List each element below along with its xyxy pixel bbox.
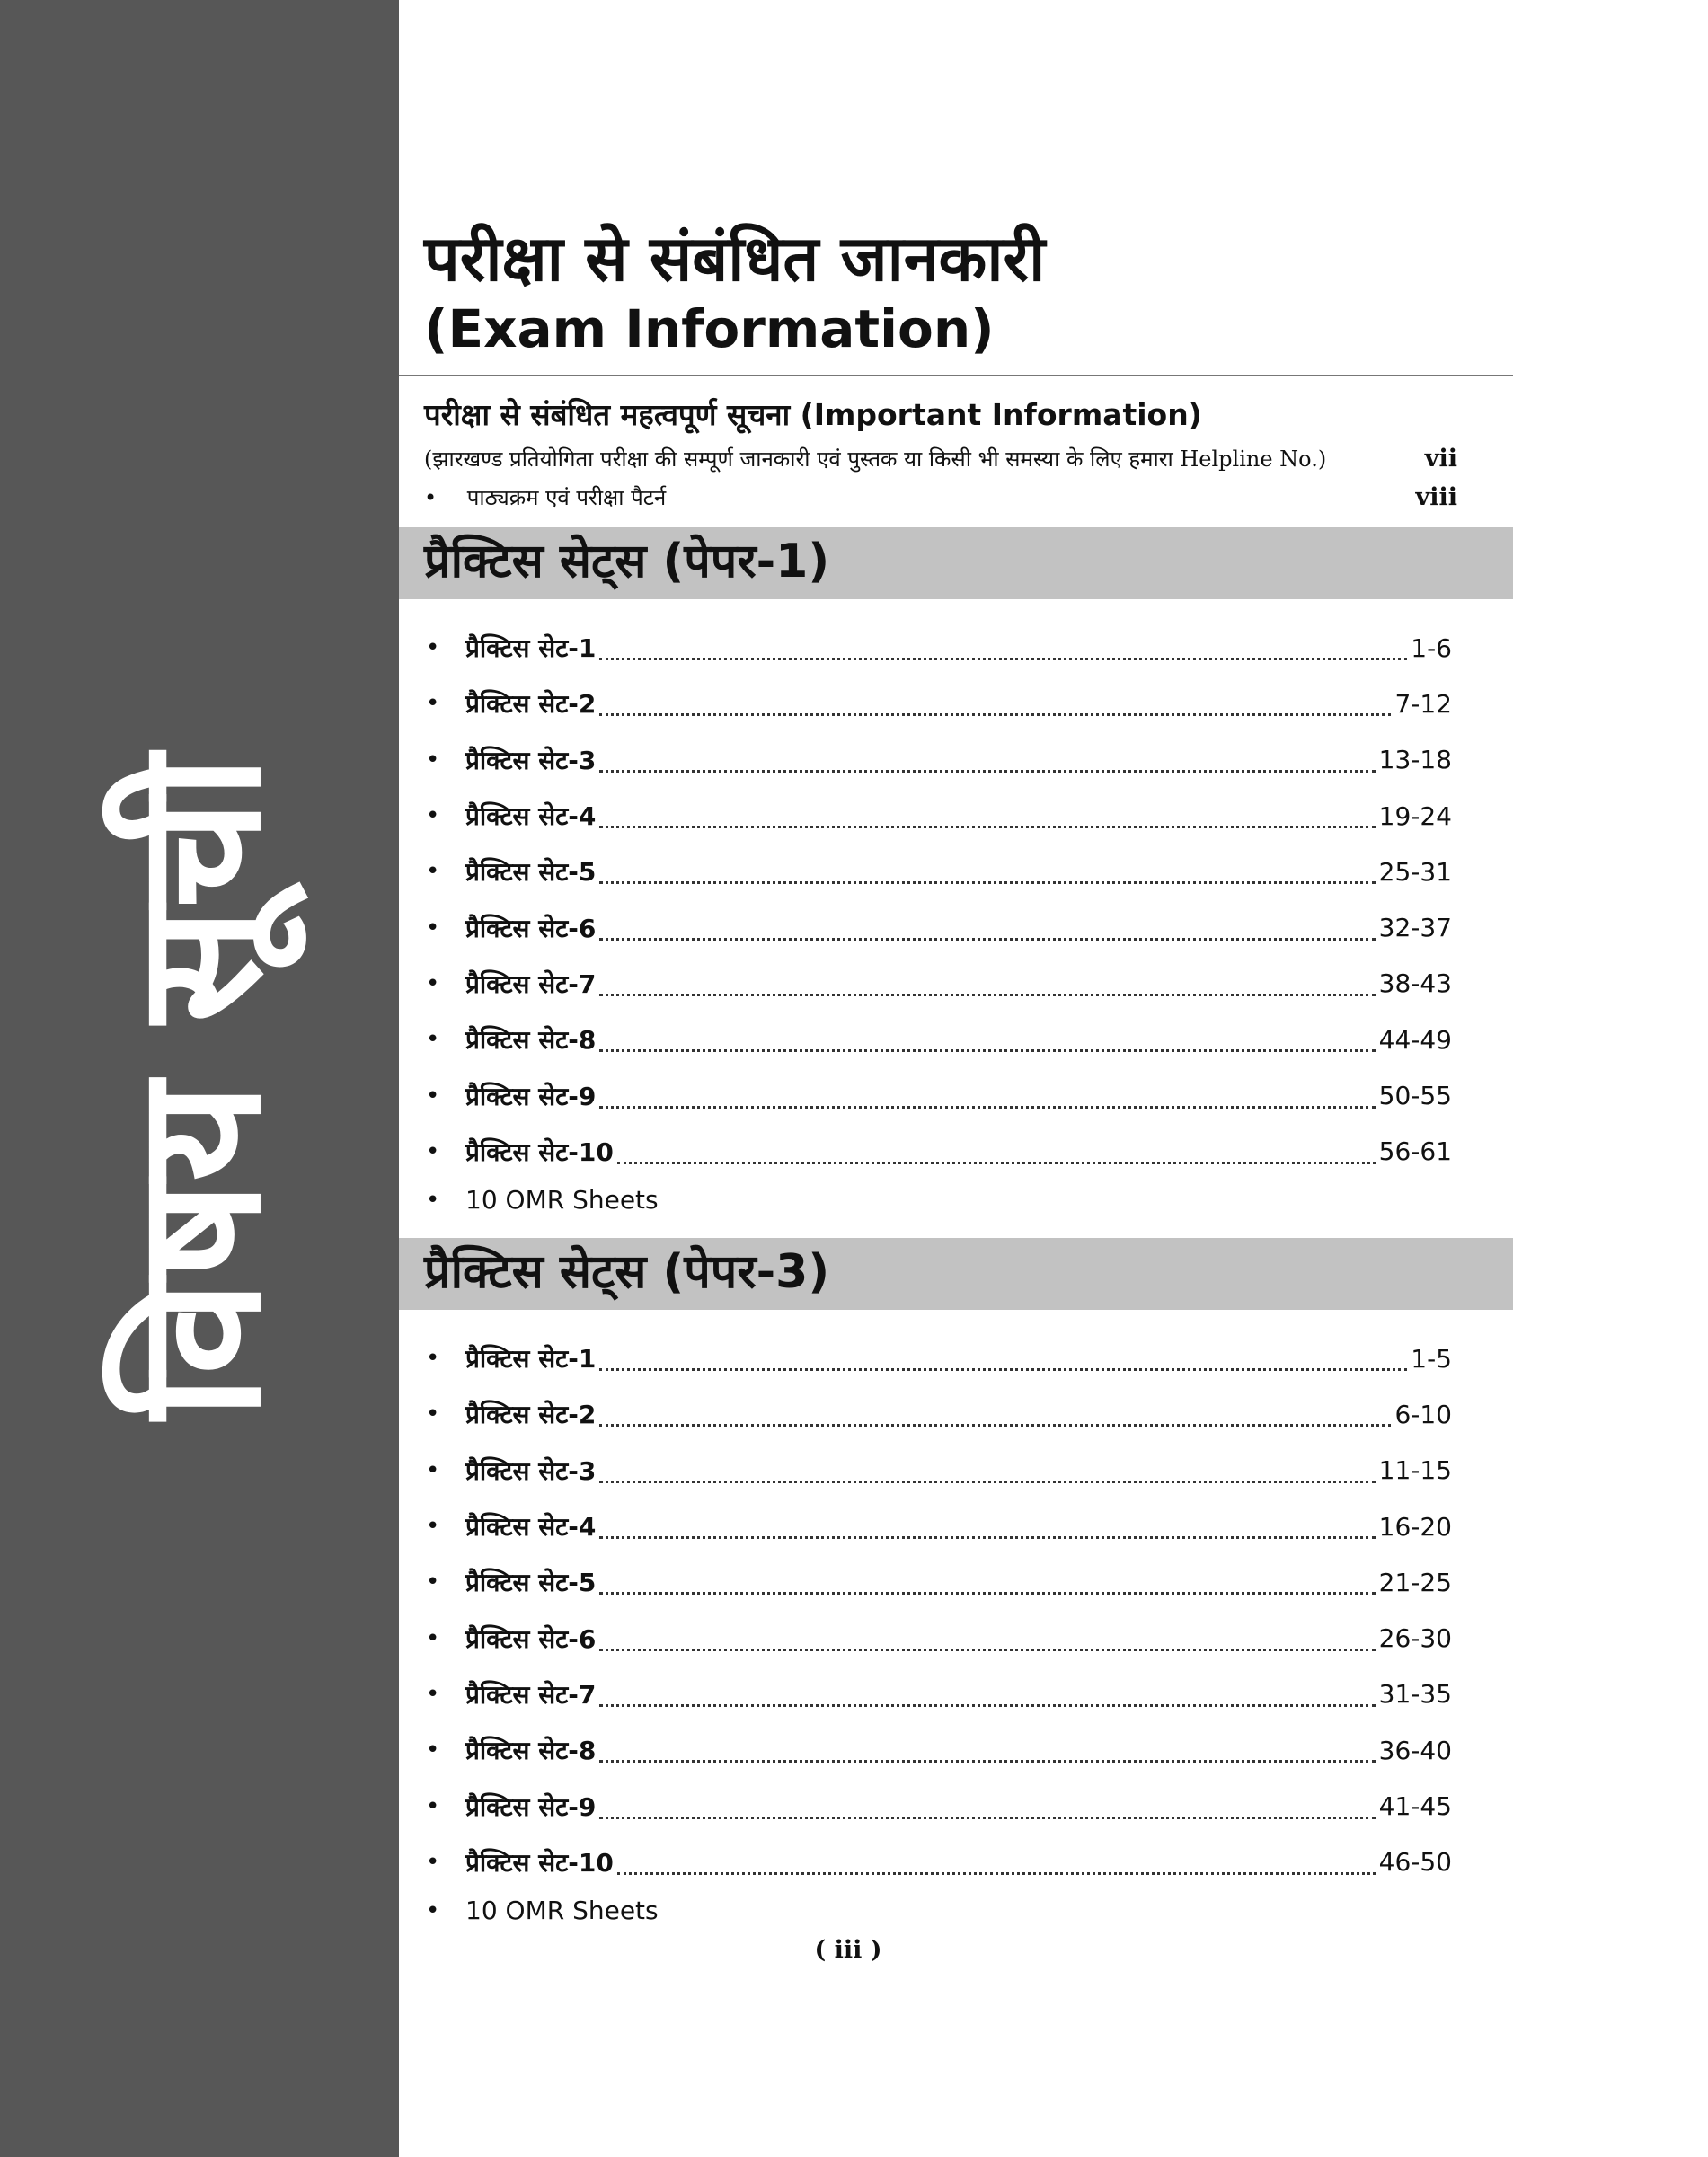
- toc-entry-pages: 21-25: [1378, 1567, 1452, 1597]
- page-title-hindi: परीक्षा से संबंधित जानकारी: [424, 222, 1046, 296]
- section-header-paper-3: [399, 1238, 1513, 1310]
- dot-leader: [599, 800, 1375, 828]
- toc-entry-label: प्रैक्टिस सेट-5: [465, 857, 597, 888]
- bullet-icon: •: [426, 1680, 440, 1708]
- bullet-icon: •: [426, 1513, 440, 1541]
- main-content: [399, 0, 1513, 2157]
- toc-entry-pages: 11-15: [1378, 1455, 1452, 1486]
- toc-entry-pages: 13-18: [1378, 745, 1452, 775]
- dot-leader: [599, 855, 1375, 884]
- toc-entry-label: प्रैक्टिस सेट-5: [465, 1568, 597, 1598]
- bullet-icon: •: [426, 634, 440, 662]
- dot-leader: [599, 1622, 1375, 1651]
- toc-entry[interactable]: [426, 1386, 1452, 1442]
- toc-entry-label: प्रैक्टिस सेट-9: [465, 1081, 597, 1111]
- bullet-icon: •: [426, 1896, 440, 1924]
- toc-entry-pages: 38-43: [1378, 968, 1452, 999]
- bullet-icon: •: [426, 1026, 440, 1054]
- bullet-icon: •: [426, 1345, 440, 1373]
- toc-entry[interactable]: [426, 1498, 1452, 1554]
- toc-entry-pages: 44-49: [1378, 1024, 1452, 1055]
- toc-entry-pages: 1-5: [1411, 1343, 1452, 1374]
- toc-entry-pages: 46-50: [1378, 1847, 1452, 1878]
- toc-entry[interactable]: [426, 1666, 1452, 1722]
- toc-entry[interactable]: [426, 1012, 1452, 1067]
- dot-leader: [617, 1846, 1376, 1875]
- toc-entry-pages: 19-24: [1378, 800, 1452, 831]
- omr-sheets-label: 10 OMR Sheets: [465, 1896, 659, 1926]
- helpline-info-text: (झारखण्ड प्रतियोगिता परीक्षा की सम्पूर्ण जानकारी एवं पुस्तक या किसी भी समस्या के लिए हमारा Helpline No.): [424, 446, 1327, 472]
- section-header-paper-1: [399, 527, 1513, 599]
- sidebar-title: विषय सूची: [100, 755, 298, 1419]
- sidebar-panel: [0, 0, 399, 2157]
- dot-leader: [599, 1398, 1391, 1427]
- toc-entry[interactable]: [426, 1722, 1452, 1778]
- toc-entry[interactable]: [426, 1834, 1452, 1890]
- toc-entry-pages: 50-55: [1378, 1081, 1452, 1111]
- bullet-icon: •: [426, 858, 440, 886]
- toc-entry-label: प्रैक्टिस सेट-8: [465, 1025, 597, 1056]
- toc-entry-pages: 36-40: [1378, 1735, 1452, 1765]
- toc-entry-label: प्रैक्टिस सेट-10: [465, 1847, 614, 1878]
- toc-entry[interactable]: [426, 676, 1452, 731]
- toc-entry-pages: 7-12: [1394, 688, 1452, 719]
- dot-leader: [599, 1510, 1375, 1539]
- toc-entry-pages: 56-61: [1378, 1136, 1452, 1167]
- bullet-icon: •: [426, 1456, 440, 1484]
- omr-sheets-entry: [426, 1890, 1452, 1932]
- dot-leader: [599, 1023, 1375, 1052]
- important-info-heading: परीक्षा से संबंधित महत्वपूर्ण सूचना (Important Information): [424, 397, 1202, 432]
- toc-entry-label: प्रैक्टिस सेट-2: [465, 689, 597, 720]
- toc-entry-label: प्रैक्टिस सेट-6: [465, 913, 597, 943]
- toc-entry[interactable]: [426, 899, 1452, 955]
- omr-sheets-label: 10 OMR Sheets: [465, 1185, 659, 1216]
- toc-entry[interactable]: [426, 788, 1452, 844]
- syllabus-info-page: viii: [1415, 482, 1457, 511]
- bullet-icon: •: [426, 1401, 440, 1428]
- dot-leader: [599, 687, 1391, 716]
- toc-entry[interactable]: [426, 956, 1452, 1012]
- toc-entry-pages: 31-35: [1378, 1679, 1452, 1710]
- toc-list-paper-1: [426, 620, 1452, 1221]
- toc-entry[interactable]: [426, 1443, 1452, 1498]
- page-number: ( iii ): [814, 1936, 882, 1964]
- bullet-icon: •: [426, 1624, 440, 1652]
- bullet-icon: •: [426, 690, 440, 718]
- toc-entry[interactable]: [426, 1554, 1452, 1610]
- dot-leader: [599, 1790, 1375, 1819]
- toc-entry-label: प्रैक्टिस सेट-1: [465, 1344, 597, 1375]
- syllabus-info-text: पाठ्यक्रम एवं परीक्षा पैटर्न: [466, 484, 667, 510]
- toc-entry-label: प्रैक्टिस सेट-1: [465, 633, 597, 664]
- toc-entry-pages: 6-10: [1394, 1399, 1452, 1429]
- toc-entry-label: प्रैक्टिस सेट-6: [465, 1623, 597, 1654]
- toc-entry-pages: 41-45: [1378, 1791, 1452, 1822]
- toc-entry[interactable]: [426, 732, 1452, 788]
- title-divider: [399, 375, 1513, 376]
- bullet-icon: •: [426, 969, 440, 997]
- toc-list-paper-3: [426, 1330, 1452, 1932]
- bullet-icon: •: [426, 802, 440, 830]
- toc-entry-label: प्रैक्टिस सेट-3: [465, 745, 597, 775]
- helpline-info-page: vii: [1424, 444, 1457, 473]
- bullet-icon: •: [426, 746, 440, 774]
- toc-entry[interactable]: [426, 844, 1452, 899]
- toc-entry-label: प्रैक्टिस सेट-4: [465, 1512, 597, 1543]
- toc-entry-label: प्रैक्टिस सेट-4: [465, 801, 597, 832]
- bullet-icon: •: [426, 1569, 440, 1596]
- toc-entry-pages: 32-37: [1378, 913, 1452, 943]
- dot-leader: [599, 1734, 1375, 1763]
- dot-leader: [599, 744, 1375, 773]
- syllabus-info-line: [424, 481, 1457, 513]
- bullet-icon: •: [426, 1792, 440, 1820]
- toc-entry-label: प्रैक्टिस सेट-7: [465, 968, 597, 999]
- dot-leader: [599, 1080, 1375, 1109]
- toc-entry-pages: 25-31: [1378, 856, 1452, 887]
- bullet-icon: •: [426, 1137, 440, 1165]
- bullet-icon: •: [426, 1186, 440, 1214]
- page-title-english: (Exam Information): [424, 298, 995, 359]
- section-title: प्रैक्टिस सेट्स (पेपर-1): [424, 535, 830, 588]
- dot-leader: [599, 1454, 1375, 1483]
- toc-entry-label: प्रैक्टिस सेट-9: [465, 1791, 597, 1822]
- dot-leader: [599, 1566, 1375, 1595]
- toc-entry-label: प्रैक्टिस सेट-2: [465, 1400, 597, 1430]
- dot-leader: [599, 632, 1407, 660]
- toc-entry[interactable]: [426, 1330, 1452, 1386]
- dot-leader: [599, 1342, 1407, 1371]
- toc-entry-pages: 26-30: [1378, 1623, 1452, 1654]
- bullet-icon: •: [424, 484, 438, 510]
- bullet-icon: •: [426, 1737, 440, 1764]
- toc-entry-label: प्रैक्टिस सेट-3: [465, 1455, 597, 1486]
- bullet-icon: •: [426, 1082, 440, 1109]
- toc-entry[interactable]: [426, 620, 1452, 676]
- toc-entry[interactable]: [426, 1124, 1452, 1180]
- toc-entry-pages: 1-6: [1411, 632, 1452, 663]
- toc-entry[interactable]: [426, 1778, 1452, 1834]
- toc-entry-pages: 16-20: [1378, 1511, 1452, 1542]
- omr-sheets-entry: [426, 1180, 1452, 1221]
- toc-entry[interactable]: [426, 1610, 1452, 1666]
- bullet-icon: •: [426, 1848, 440, 1876]
- dot-leader: [599, 968, 1375, 996]
- dot-leader: [599, 912, 1375, 941]
- toc-entry-label: प्रैक्टिस सेट-10: [465, 1136, 614, 1167]
- toc-entry-label: प्रैक्टिस सेट-7: [465, 1679, 597, 1710]
- helpline-info-line: [424, 442, 1457, 474]
- dot-leader: [599, 1678, 1375, 1707]
- dot-leader: [617, 1136, 1376, 1164]
- bullet-icon: •: [426, 914, 440, 941]
- toc-entry-label: प्रैक्टिस सेट-8: [465, 1736, 597, 1766]
- toc-entry[interactable]: [426, 1067, 1452, 1123]
- section-title: प्रैक्टिस सेट्स (पेपर-3): [424, 1245, 830, 1299]
